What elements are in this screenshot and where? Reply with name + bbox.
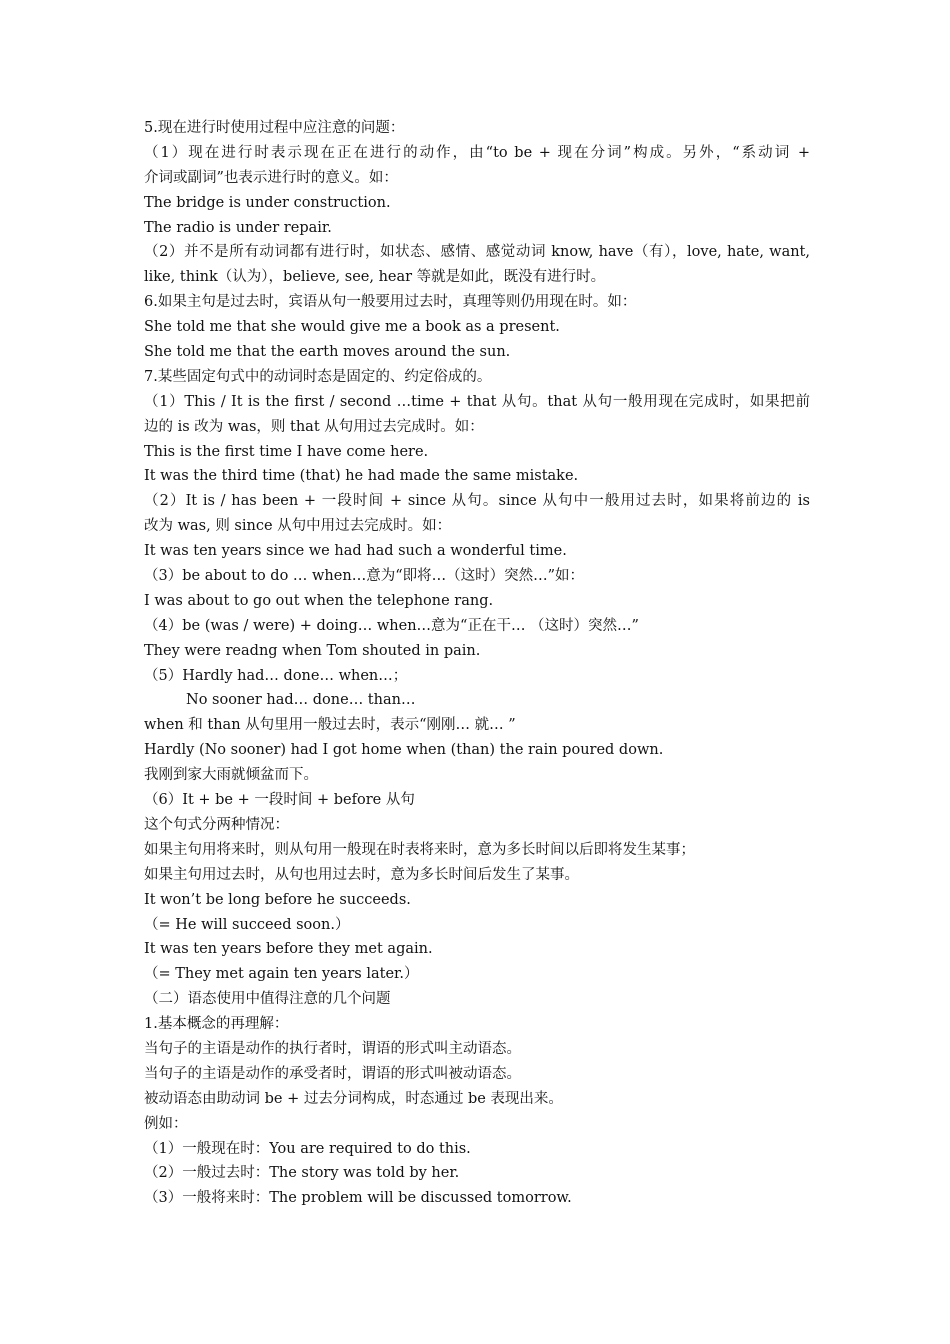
example-sentence: Hardly (No sooner) had I got home when (than) the rain poured down. xyxy=(144,742,664,759)
text-line: 边的 is 改为 was，则 that 从句用过去完成时。如： xyxy=(144,418,484,435)
example-sentence: They were readng when Tom shouted in pain. xyxy=(144,642,481,659)
example-sentence: It was ten years since we had had such a wonderful time. xyxy=(144,543,567,560)
text-line: 改为 was, 则 since 从句中用过去完成时。如： xyxy=(144,518,452,535)
text-line: No sooner had… done… than… xyxy=(186,692,416,709)
heading-voice: （二）语态使用中值得注意的几个问题 xyxy=(144,991,391,1008)
example-sentence: （= He will succeed soon.） xyxy=(144,916,350,933)
example-sentence: She told me that the earth moves around the sun. xyxy=(144,344,511,361)
text-line: （1）现在进行时表示现在正在进行的动作，由“to be + 现在分词”构成。另外，“系动词 + xyxy=(144,144,810,161)
example-sentence: This is the first time I have come here. xyxy=(144,443,429,460)
example-translation: 我刚到家大雨就倾盆而下。 xyxy=(144,767,318,784)
example-sentence: （= They met again ten years later.） xyxy=(144,966,419,983)
example-sentence: （2）一般过去时：The story was told by her. xyxy=(144,1165,460,1182)
text-line: 当句子的主语是动作的执行者时，谓语的形式叫主动语态。 xyxy=(144,1040,521,1057)
heading-fixed-patterns: 7.某些固定句式中的动词时态是固定的、约定俗成的。 xyxy=(144,368,492,385)
example-sentence: The radio is under repair. xyxy=(144,219,332,236)
example-sentence: （3）一般将来时：The problem will be discussed tomorrow. xyxy=(144,1190,572,1207)
document-page xyxy=(144,116,810,1211)
text-line: （4）be (was / were) + doing… when…意为“正在干… （这时）突然…” xyxy=(144,617,639,634)
text-line: （2）并不是所有动词都有进行时，如状态、感情、感觉动词 know, have（有），love, hate, want, xyxy=(144,244,810,261)
text-line: 如果主句用过去时，从句也用过去时，意为多长时间后发生了某事。 xyxy=(144,866,579,883)
example-sentence: The bridge is under construction. xyxy=(144,194,391,211)
text-line: when 和 than 从句里用一般过去时，表示“刚刚… 就… ” xyxy=(144,717,516,734)
example-sentence: It was ten years before they met again. xyxy=(144,941,433,958)
example-sentence: She told me that she would give me a book as a present. xyxy=(144,319,560,336)
example-sentence: （1）一般现在时：You are required to do this. xyxy=(144,1140,471,1157)
text-line: （1）This / It is the first / second …time + that 从句。that 从句一般用现在完成时，如果把前 xyxy=(144,393,810,410)
example-sentence: I was about to go out when the telephone rang. xyxy=(144,592,494,609)
text-line: 如果主句用将来时，则从句用一般现在时表将来时，意为多长时间以后即将发生某事； xyxy=(144,841,695,858)
example-sentence: It was the third time (that) he had made the same mistake. xyxy=(144,468,579,485)
text-line: （5）Hardly had… done… when…； xyxy=(144,667,408,684)
text-line: （2）It is / has been + 一段时间 + since 从句。since 从句中一般用过去时，如果将前边的 is xyxy=(144,493,810,510)
text-line: （6）It + be + 一段时间 + before 从句 xyxy=(144,792,415,809)
heading-basic-concepts: 1.基本概念的再理解： xyxy=(144,1016,289,1033)
heading-present-progressive: 5.现在进行时使用过程中应注意的问题： xyxy=(144,120,405,136)
text-line: （3）be about to do … when…意为“即将…（这时）突然…”如： xyxy=(144,568,585,585)
text-line: 被动语态由助动词 be + 过去分词构成，时态通过 be 表现出来。 xyxy=(144,1090,563,1107)
text-line: 介词或副词”也表示进行时的意义。如： xyxy=(144,169,398,186)
text-line: 这个句式分两种情况： xyxy=(144,816,289,833)
text-line: 当句子的主语是动作的承受者时，谓语的形式叫被动语态。 xyxy=(144,1065,521,1082)
text-line: 例如： xyxy=(144,1115,188,1132)
text-line: like, think（认为），believe, see, hear 等就是如此，既没有进行时。 xyxy=(144,269,606,286)
example-sentence: It won’t be long before he succeeds. xyxy=(144,891,411,908)
heading-object-clause: 6.如果主句是过去时，宾语从句一般要用过去时，真理等则仍用现在时。如： xyxy=(144,294,637,311)
